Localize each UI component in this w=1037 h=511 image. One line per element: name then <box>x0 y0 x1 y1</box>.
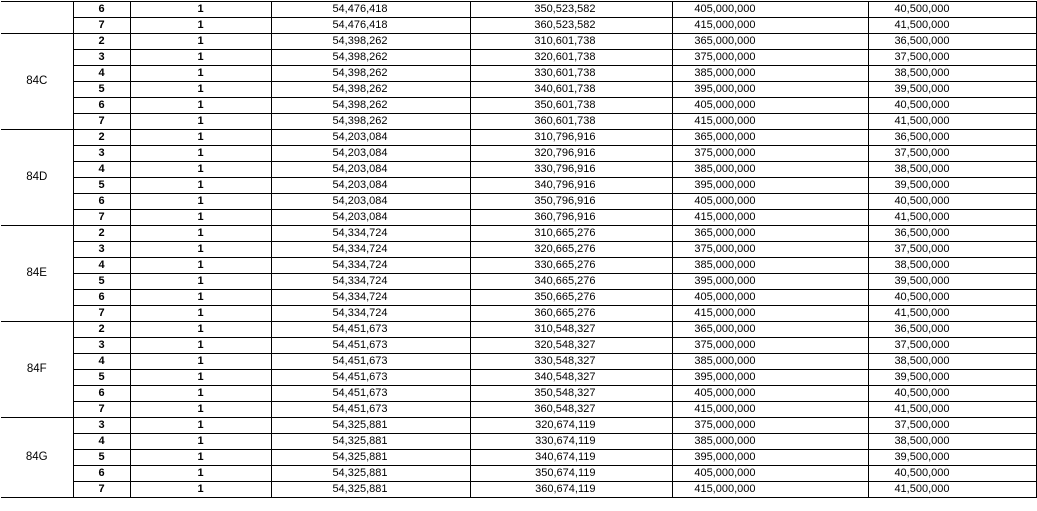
unit-count-cell: 1 <box>130 338 271 354</box>
amount-cell-1: 54,451,673 <box>271 338 470 354</box>
amount-cell-2: 350,796,916 <box>470 194 672 210</box>
amount-cell-4: 39,500,000 <box>868 370 1036 386</box>
amount-cell-1: 54,203,084 <box>271 162 470 178</box>
floor-cell: 7 <box>73 114 130 130</box>
amount-cell-2: 350,674,119 <box>470 466 672 482</box>
floor-cell: 4 <box>73 162 130 178</box>
unit-count-cell: 1 <box>130 2 271 18</box>
amount-cell-4: 40,500,000 <box>868 466 1036 482</box>
table-row <box>1 18 1036 34</box>
floor-cell: 6 <box>73 466 130 482</box>
unit-count-cell: 1 <box>130 130 271 146</box>
amount-cell-3: 365,000,000 <box>672 226 868 242</box>
amount-cell-4: 39,500,000 <box>868 274 1036 290</box>
amount-cell-2: 360,674,119 <box>470 482 672 498</box>
table-row <box>1 66 1036 82</box>
table-row <box>1 274 1036 290</box>
amount-cell-4: 36,500,000 <box>868 34 1036 50</box>
amount-cell-3: 365,000,000 <box>672 34 868 50</box>
floor-cell: 4 <box>73 354 130 370</box>
table-row <box>1 34 1036 50</box>
amount-cell-1: 54,451,673 <box>271 402 470 418</box>
amount-cell-3: 365,000,000 <box>672 322 868 338</box>
amount-cell-4: 38,500,000 <box>868 162 1036 178</box>
price-table-body <box>1 2 1036 498</box>
unit-count-cell: 1 <box>130 354 271 370</box>
amount-cell-1: 54,398,262 <box>271 114 470 130</box>
amount-cell-1: 54,325,881 <box>271 418 470 434</box>
amount-cell-4: 41,500,000 <box>868 306 1036 322</box>
unit-count-cell: 1 <box>130 114 271 130</box>
table-row <box>1 146 1036 162</box>
amount-cell-3: 375,000,000 <box>672 50 868 66</box>
unit-count-cell: 1 <box>130 402 271 418</box>
floor-cell: 5 <box>73 82 130 98</box>
table-row <box>1 258 1036 274</box>
table-row <box>1 434 1036 450</box>
amount-cell-3: 405,000,000 <box>672 386 868 402</box>
floor-cell: 2 <box>73 130 130 146</box>
amount-cell-3: 375,000,000 <box>672 146 868 162</box>
amount-cell-1: 54,398,262 <box>271 34 470 50</box>
amount-cell-2: 310,548,327 <box>470 322 672 338</box>
amount-cell-3: 415,000,000 <box>672 18 868 34</box>
floor-cell: 2 <box>73 226 130 242</box>
amount-cell-4: 40,500,000 <box>868 2 1036 18</box>
amount-cell-1: 54,398,262 <box>271 66 470 82</box>
amount-cell-2: 310,601,738 <box>470 34 672 50</box>
amount-cell-2: 320,601,738 <box>470 50 672 66</box>
floor-cell: 7 <box>73 402 130 418</box>
amount-cell-4: 40,500,000 <box>868 386 1036 402</box>
amount-cell-2: 340,796,916 <box>470 178 672 194</box>
table-row <box>1 450 1036 466</box>
amount-cell-2: 320,665,276 <box>470 242 672 258</box>
floor-cell: 5 <box>73 274 130 290</box>
amount-cell-2: 350,523,582 <box>470 2 672 18</box>
amount-cell-3: 415,000,000 <box>672 402 868 418</box>
table-row <box>1 82 1036 98</box>
amount-cell-3: 365,000,000 <box>672 130 868 146</box>
amount-cell-2: 360,523,582 <box>470 18 672 34</box>
amount-cell-1: 54,398,262 <box>271 82 470 98</box>
amount-cell-2: 320,548,327 <box>470 338 672 354</box>
amount-cell-4: 39,500,000 <box>868 450 1036 466</box>
unit-count-cell: 1 <box>130 386 271 402</box>
floor-cell: 2 <box>73 34 130 50</box>
table-row <box>1 370 1036 386</box>
amount-cell-2: 360,601,738 <box>470 114 672 130</box>
unit-count-cell: 1 <box>130 98 271 114</box>
amount-cell-1: 54,325,881 <box>271 434 470 450</box>
amount-cell-3: 415,000,000 <box>672 114 868 130</box>
floor-cell: 5 <box>73 450 130 466</box>
amount-cell-1: 54,451,673 <box>271 354 470 370</box>
unit-type-cell: 84D <box>1 130 73 226</box>
unit-count-cell: 1 <box>130 66 271 82</box>
amount-cell-4: 38,500,000 <box>868 354 1036 370</box>
amount-cell-1: 54,203,084 <box>271 146 470 162</box>
unit-count-cell: 1 <box>130 370 271 386</box>
amount-cell-3: 385,000,000 <box>672 354 868 370</box>
amount-cell-3: 395,000,000 <box>672 82 868 98</box>
amount-cell-3: 385,000,000 <box>672 66 868 82</box>
table-row <box>1 98 1036 114</box>
unit-count-cell: 1 <box>130 178 271 194</box>
unit-count-cell: 1 <box>130 306 271 322</box>
floor-cell: 6 <box>73 98 130 114</box>
amount-cell-4: 37,500,000 <box>868 146 1036 162</box>
amount-cell-4: 38,500,000 <box>868 434 1036 450</box>
amount-cell-3: 395,000,000 <box>672 274 868 290</box>
table-row <box>1 466 1036 482</box>
amount-cell-4: 39,500,000 <box>868 82 1036 98</box>
amount-cell-2: 360,796,916 <box>470 210 672 226</box>
amount-cell-3: 375,000,000 <box>672 418 868 434</box>
amount-cell-4: 41,500,000 <box>868 18 1036 34</box>
unit-type-cell: 84G <box>1 418 73 498</box>
unit-count-cell: 1 <box>130 434 271 450</box>
unit-count-cell: 1 <box>130 322 271 338</box>
table-row <box>1 354 1036 370</box>
amount-cell-4: 37,500,000 <box>868 50 1036 66</box>
amount-cell-1: 54,203,084 <box>271 130 470 146</box>
table-row <box>1 290 1036 306</box>
unit-count-cell: 1 <box>130 194 271 210</box>
unit-count-cell: 1 <box>130 210 271 226</box>
amount-cell-4: 37,500,000 <box>868 338 1036 354</box>
amount-cell-4: 36,500,000 <box>868 130 1036 146</box>
table-row <box>1 130 1036 146</box>
floor-cell: 3 <box>73 146 130 162</box>
amount-cell-1: 54,334,724 <box>271 226 470 242</box>
table-row <box>1 226 1036 242</box>
unit-count-cell: 1 <box>130 34 271 50</box>
amount-cell-3: 385,000,000 <box>672 434 868 450</box>
amount-cell-1: 54,476,418 <box>271 2 470 18</box>
amount-cell-3: 405,000,000 <box>672 290 868 306</box>
amount-cell-1: 54,334,724 <box>271 290 470 306</box>
amount-cell-2: 310,796,916 <box>470 130 672 146</box>
amount-cell-2: 340,674,119 <box>470 450 672 466</box>
amount-cell-2: 330,665,276 <box>470 258 672 274</box>
floor-cell: 2 <box>73 322 130 338</box>
unit-count-cell: 1 <box>130 466 271 482</box>
amount-cell-3: 385,000,000 <box>672 258 868 274</box>
table-row <box>1 418 1036 434</box>
floor-cell: 4 <box>73 258 130 274</box>
amount-cell-3: 405,000,000 <box>672 194 868 210</box>
amount-cell-2: 310,665,276 <box>470 226 672 242</box>
table-row <box>1 402 1036 418</box>
amount-cell-3: 375,000,000 <box>672 242 868 258</box>
table-row <box>1 242 1036 258</box>
unit-type-cell <box>1 2 73 34</box>
amount-cell-1: 54,203,084 <box>271 210 470 226</box>
amount-cell-3: 395,000,000 <box>672 450 868 466</box>
table-row <box>1 386 1036 402</box>
amount-cell-4: 40,500,000 <box>868 290 1036 306</box>
table-row <box>1 194 1036 210</box>
amount-cell-4: 37,500,000 <box>868 242 1036 258</box>
table-row <box>1 482 1036 498</box>
amount-cell-4: 40,500,000 <box>868 194 1036 210</box>
floor-cell: 3 <box>73 50 130 66</box>
amount-cell-3: 415,000,000 <box>672 306 868 322</box>
unit-count-cell: 1 <box>130 50 271 66</box>
amount-cell-4: 41,500,000 <box>868 482 1036 498</box>
amount-cell-4: 41,500,000 <box>868 210 1036 226</box>
floor-cell: 7 <box>73 306 130 322</box>
unit-count-cell: 1 <box>130 258 271 274</box>
amount-cell-4: 36,500,000 <box>868 226 1036 242</box>
floor-cell: 7 <box>73 482 130 498</box>
unit-type-cell: 84C <box>1 34 73 130</box>
amount-cell-3: 375,000,000 <box>672 338 868 354</box>
amount-cell-1: 54,334,724 <box>271 306 470 322</box>
amount-cell-2: 330,548,327 <box>470 354 672 370</box>
table-row <box>1 2 1036 18</box>
amount-cell-4: 38,500,000 <box>868 258 1036 274</box>
amount-cell-2: 340,665,276 <box>470 274 672 290</box>
unit-count-cell: 1 <box>130 82 271 98</box>
amount-cell-3: 415,000,000 <box>672 482 868 498</box>
amount-cell-2: 320,796,916 <box>470 146 672 162</box>
floor-cell: 3 <box>73 242 130 258</box>
floor-cell: 3 <box>73 418 130 434</box>
amount-cell-1: 54,398,262 <box>271 50 470 66</box>
unit-count-cell: 1 <box>130 482 271 498</box>
amount-cell-2: 340,601,738 <box>470 82 672 98</box>
amount-cell-2: 360,548,327 <box>470 402 672 418</box>
amount-cell-4: 37,500,000 <box>868 418 1036 434</box>
floor-cell: 4 <box>73 66 130 82</box>
unit-count-cell: 1 <box>130 226 271 242</box>
floor-cell: 6 <box>73 2 130 18</box>
floor-cell: 6 <box>73 386 130 402</box>
amount-cell-2: 320,674,119 <box>470 418 672 434</box>
amount-cell-4: 41,500,000 <box>868 402 1036 418</box>
amount-cell-1: 54,325,881 <box>271 450 470 466</box>
amount-cell-1: 54,451,673 <box>271 386 470 402</box>
amount-cell-1: 54,334,724 <box>271 258 470 274</box>
amount-cell-2: 330,601,738 <box>470 66 672 82</box>
floor-cell: 7 <box>73 18 130 34</box>
floor-cell: 5 <box>73 178 130 194</box>
table-row <box>1 50 1036 66</box>
amount-cell-2: 330,796,916 <box>470 162 672 178</box>
table-row <box>1 178 1036 194</box>
amount-cell-2: 350,601,738 <box>470 98 672 114</box>
amount-cell-4: 38,500,000 <box>868 66 1036 82</box>
unit-count-cell: 1 <box>130 146 271 162</box>
amount-cell-3: 395,000,000 <box>672 178 868 194</box>
floor-cell: 4 <box>73 434 130 450</box>
unit-type-cell: 84E <box>1 226 73 322</box>
amount-cell-3: 385,000,000 <box>672 162 868 178</box>
amount-cell-1: 54,334,724 <box>271 242 470 258</box>
unit-count-cell: 1 <box>130 274 271 290</box>
amount-cell-4: 36,500,000 <box>868 322 1036 338</box>
table-row <box>1 322 1036 338</box>
floor-cell: 6 <box>73 194 130 210</box>
amount-cell-2: 360,665,276 <box>470 306 672 322</box>
amount-cell-1: 54,325,881 <box>271 466 470 482</box>
price-table <box>1 1 1037 498</box>
table-row <box>1 162 1036 178</box>
amount-cell-4: 41,500,000 <box>868 114 1036 130</box>
unit-count-cell: 1 <box>130 162 271 178</box>
amount-cell-3: 405,000,000 <box>672 98 868 114</box>
amount-cell-3: 395,000,000 <box>672 370 868 386</box>
amount-cell-2: 350,548,327 <box>470 386 672 402</box>
amount-cell-4: 40,500,000 <box>868 98 1036 114</box>
amount-cell-2: 350,665,276 <box>470 290 672 306</box>
unit-count-cell: 1 <box>130 290 271 306</box>
amount-cell-2: 340,548,327 <box>470 370 672 386</box>
amount-cell-1: 54,398,262 <box>271 98 470 114</box>
unit-count-cell: 1 <box>130 450 271 466</box>
amount-cell-1: 54,451,673 <box>271 370 470 386</box>
unit-count-cell: 1 <box>130 18 271 34</box>
amount-cell-1: 54,325,881 <box>271 482 470 498</box>
unit-type-cell: 84F <box>1 322 73 418</box>
amount-cell-4: 39,500,000 <box>868 178 1036 194</box>
amount-cell-1: 54,476,418 <box>271 18 470 34</box>
unit-count-cell: 1 <box>130 418 271 434</box>
amount-cell-1: 54,451,673 <box>271 322 470 338</box>
unit-count-cell: 1 <box>130 242 271 258</box>
floor-cell: 7 <box>73 210 130 226</box>
table-row <box>1 210 1036 226</box>
amount-cell-1: 54,203,084 <box>271 178 470 194</box>
table-row <box>1 306 1036 322</box>
amount-cell-1: 54,334,724 <box>271 274 470 290</box>
amount-cell-3: 415,000,000 <box>672 210 868 226</box>
amount-cell-3: 405,000,000 <box>672 466 868 482</box>
floor-cell: 5 <box>73 370 130 386</box>
floor-cell: 6 <box>73 290 130 306</box>
table-row <box>1 114 1036 130</box>
amount-cell-3: 405,000,000 <box>672 2 868 18</box>
amount-cell-2: 330,674,119 <box>470 434 672 450</box>
amount-cell-1: 54,203,084 <box>271 194 470 210</box>
table-row <box>1 338 1036 354</box>
floor-cell: 3 <box>73 338 130 354</box>
